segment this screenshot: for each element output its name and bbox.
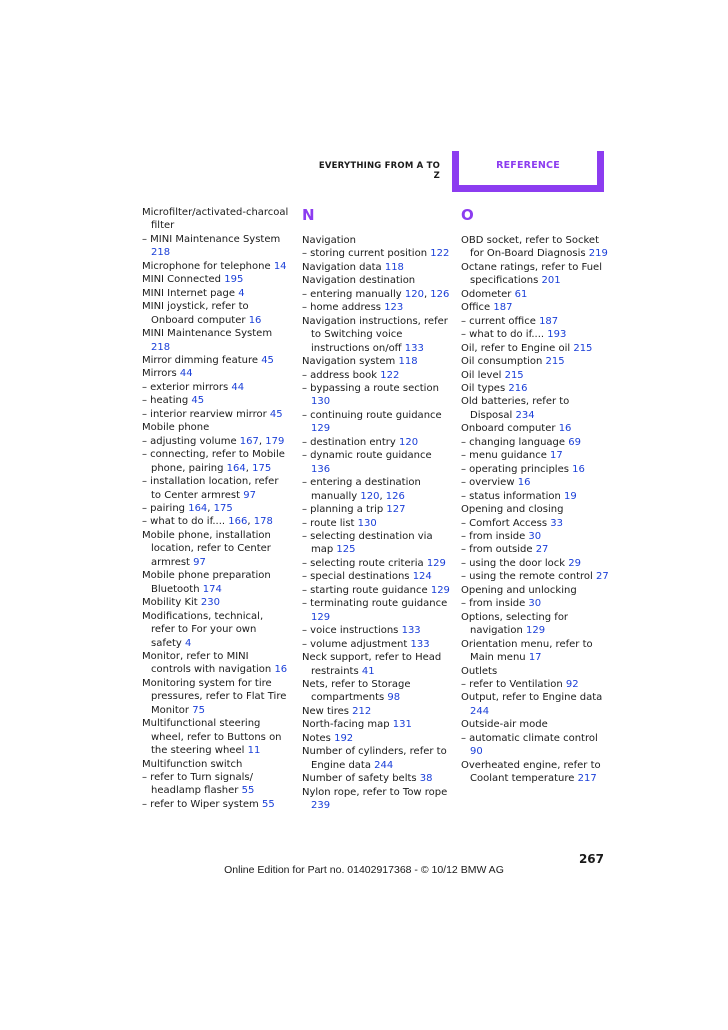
page-reference-link[interactable]: 44 (179, 368, 193, 380)
index-entry-text: Neck support, refer to Head restraints (302, 652, 442, 677)
index-letter-heading: O (461, 206, 474, 224)
index-entry (461, 691, 609, 718)
index-entry (461, 382, 609, 395)
page-reference-link[interactable]: 16 (274, 664, 288, 676)
page-reference-link[interactable]: 16 (248, 314, 262, 326)
page-reference-link[interactable]: 201 (541, 275, 561, 287)
index-entry-text: – storing current position (302, 248, 428, 260)
index-entry-text: – from inside (461, 598, 526, 610)
page-reference-link[interactable]: 215 (504, 369, 524, 381)
page-reference-link[interactable]: 118 (398, 356, 418, 368)
page-reference-link[interactable]: 27 (535, 544, 549, 556)
page-reference-link[interactable]: 126 (430, 288, 450, 300)
index-entry-text: – address book (302, 369, 378, 381)
index-entry (302, 772, 450, 785)
index-entry-text: Outside-air mode (461, 719, 548, 731)
index-entry-text: Multifunction switch (142, 758, 243, 770)
index-entry-text: Notes (302, 732, 331, 744)
index-entry: – pairing 164, 175 (142, 502, 233, 514)
page-reference-link[interactable]: 129 (525, 625, 546, 637)
index-entry (461, 315, 609, 328)
index-entry (461, 517, 609, 530)
index-entry-text: – what to do if.... (461, 329, 545, 341)
index-entry-text: Modifications, technical, refer to For your own safety (142, 610, 264, 649)
index-entry (302, 530, 450, 557)
index-entry-text: New tires (302, 705, 349, 717)
page-reference-link[interactable]: 120 (404, 288, 424, 300)
index-entry-text: – refer to Ventilation (461, 678, 563, 690)
index-entry: – what to do if.... 166, 178 (142, 516, 273, 528)
index-entry (142, 327, 290, 354)
index-entry-text: Mobility Kit (142, 597, 198, 609)
page-reference-link[interactable]: 215 (573, 342, 593, 354)
index-entry-text: – terminating route guidance (302, 598, 448, 610)
page-reference-link[interactable]: 192 (334, 732, 354, 744)
index-entry-text: – adjusting volume (142, 435, 237, 447)
index-entry-text: – using the remote control (461, 571, 593, 583)
index-entry (461, 638, 609, 665)
index-entry (142, 260, 290, 273)
index-entry-text: Options, selecting for navigation (461, 611, 569, 637)
page-reference-link[interactable]: 129 (426, 557, 446, 569)
page-reference-link[interactable]: 164 (188, 502, 208, 514)
index-entry-text: North-facing map (302, 719, 390, 731)
index-entry-text: – bypassing a route section (302, 382, 439, 394)
index-entry-text: – refer to Turn signals/ headlamp flasher (142, 772, 253, 797)
reference-tab-label: REFERENCE (459, 151, 597, 185)
index-entry (302, 234, 450, 247)
index-entry (302, 409, 450, 436)
page-reference-link[interactable]: 16 (517, 477, 531, 489)
page-reference-link[interactable]: 195 (224, 274, 244, 286)
index-entry-text: Navigation destination (302, 275, 416, 287)
index-entry (461, 530, 609, 543)
index-entry (142, 421, 290, 434)
index-entry (302, 718, 450, 731)
index-entry-text: – interior rearview mirror (142, 408, 267, 420)
index-entry-text: Nets, refer to Storage compartments (302, 678, 411, 704)
reference-tab (452, 151, 604, 192)
page-reference-link[interactable]: 45 (261, 354, 274, 366)
index-entry (142, 529, 290, 569)
index-entry: – entering manually 120, 126 (302, 288, 450, 300)
index-entry-text: Navigation system (302, 356, 396, 368)
page-reference-link[interactable]: 75 (192, 704, 205, 716)
page-reference-link[interactable]: 30 (528, 530, 542, 542)
index-entry (302, 274, 450, 287)
index-entry-text: – current office (461, 315, 536, 327)
index-entry-text: Old batteries, refer to Disposal (461, 396, 570, 421)
page-reference-link[interactable]: 219 (588, 248, 608, 260)
page-reference-link[interactable]: 4 (185, 637, 192, 649)
page-reference-link[interactable]: 120 (399, 436, 419, 448)
page-reference-link[interactable]: 130 (311, 396, 331, 408)
page-reference-link[interactable]: 17 (528, 652, 542, 664)
index-entry (302, 584, 450, 597)
index-entry-text: Odometer (461, 288, 512, 300)
page-reference-link[interactable]: 126 (385, 490, 405, 502)
index-entry (142, 233, 290, 260)
index-entry (461, 234, 609, 261)
index-entry-text: MINI Maintenance System (142, 328, 273, 340)
index-entry (142, 569, 290, 596)
index-entry (142, 206, 290, 233)
index-entry (461, 597, 609, 610)
page-reference-link[interactable]: 97 (243, 489, 256, 501)
index-entry-text: – automatic climate control (461, 732, 598, 744)
page-reference-link[interactable]: 30 (528, 598, 542, 610)
page-reference-link[interactable]: 166 (228, 516, 248, 528)
index-entry-text: Microphone for telephone (142, 260, 271, 272)
page-reference-link[interactable]: 69 (568, 436, 581, 448)
page-reference-link[interactable]: 4 (238, 287, 245, 299)
index-entry (461, 436, 609, 449)
page-reference-link[interactable]: 33 (550, 517, 564, 529)
index-entry-text: – destination entry (302, 436, 396, 448)
index-entry-text: – connecting, refer to Mobile phone, pairing (142, 449, 285, 474)
index-entry (461, 490, 609, 503)
index-entry (302, 315, 450, 355)
page-reference-link[interactable]: 16 (558, 423, 572, 435)
index-entry (461, 342, 609, 355)
page-reference-link[interactable]: 175 (252, 462, 272, 474)
index-entry (461, 665, 609, 678)
index-entry-text: Navigation instructions, refer to Switching voice instructions on/off (302, 315, 448, 354)
page-reference-link[interactable]: 17 (550, 450, 563, 462)
index-entry (302, 732, 450, 745)
page-reference-link[interactable]: 129 (311, 611, 331, 623)
index-entry-text: Oil types (461, 382, 506, 394)
page-reference-link[interactable]: 239 (311, 800, 331, 812)
index-entry (302, 436, 450, 449)
index-entry-text: – heating (142, 395, 189, 407)
page-reference-link[interactable]: 118 (384, 261, 404, 273)
index-entry (302, 557, 450, 570)
page-reference-link[interactable]: 133 (404, 342, 424, 354)
page-reference-link[interactable]: 122 (430, 248, 450, 260)
index-entry-text: Multifunctional steering wheel, refer to Buttons on the steering wheel (142, 718, 282, 757)
page-reference-link[interactable]: 125 (336, 544, 356, 556)
index-entry (461, 584, 609, 597)
index-entry (142, 650, 290, 677)
page-reference-link[interactable]: 244 (470, 705, 490, 717)
index-entry (461, 395, 609, 422)
page-reference-link[interactable]: 97 (193, 556, 206, 568)
page-reference-link[interactable]: 120 (360, 490, 380, 502)
index-entry-text: MINI Internet page (142, 287, 236, 299)
index-entry (461, 369, 609, 382)
index-entry-text: Oil, refer to Engine oil (461, 342, 571, 354)
index-entry-text: Opening and closing (461, 504, 564, 516)
index-entry (302, 382, 450, 409)
index-entry (302, 247, 450, 260)
index-entry (302, 449, 450, 476)
index-entry-text: Oil level (461, 369, 502, 381)
index-entry (142, 771, 290, 798)
page-reference-link[interactable]: 167 (239, 435, 259, 447)
index-entry (461, 422, 609, 435)
index-entry-text: Navigation (302, 235, 356, 246)
index-entry (461, 543, 609, 556)
index-entry (302, 745, 450, 772)
index-entry (302, 786, 450, 813)
index-entry-text: – menu guidance (461, 450, 547, 462)
index-entry (142, 408, 290, 421)
index-entry-text: – MINI Maintenance System (142, 233, 281, 245)
page-reference-link[interactable]: 90 (470, 746, 483, 758)
index-entry-text: – Comfort Access (461, 517, 548, 529)
index-entry (142, 596, 290, 609)
index-entry-text: – entering a destination manually (302, 477, 421, 502)
index-entry (302, 678, 450, 705)
index-entry (461, 449, 609, 462)
index-entry (142, 367, 290, 380)
page-reference-link[interactable]: 44 (231, 381, 245, 393)
index-column-3 (461, 206, 609, 786)
index-entry (461, 570, 609, 583)
index-entry-text: – exterior mirrors (142, 381, 229, 393)
page-reference-link[interactable]: 218 (151, 247, 171, 259)
page-reference-link[interactable]: 55 (261, 798, 275, 810)
page-reference-link[interactable]: 27 (595, 571, 609, 583)
index-entry (142, 758, 290, 771)
index-entry-text: Microfilter/activated-charcoal filter (142, 207, 289, 232)
index-entry (142, 798, 290, 811)
page-reference-link[interactable]: 41 (361, 665, 375, 677)
index-entry-text: – status information (461, 490, 561, 502)
index-entry-text: Mobile phone preparation Bluetooth (142, 570, 271, 595)
page-reference-link[interactable]: 136 (311, 463, 331, 475)
index-entry (142, 287, 290, 300)
page-reference-link[interactable]: 193 (547, 329, 567, 341)
index-entry-text: Monitoring system for tire pressures, refer to Flat Tire Monitor (142, 677, 287, 716)
index-entry-text: – using the door lock (461, 557, 566, 569)
index-entry-text: Number of safety belts (302, 773, 417, 785)
index-entry (302, 355, 450, 368)
index-entry (461, 476, 609, 489)
page-reference-link[interactable]: 11 (247, 745, 261, 757)
index-entry (302, 638, 450, 651)
page-reference-link[interactable]: 130 (357, 517, 377, 529)
index-entry (142, 381, 290, 394)
index-entry (461, 718, 609, 731)
index-entry: – adjusting volume 167, 179 (142, 435, 285, 447)
page-reference-link[interactable]: 124 (412, 571, 432, 583)
index-entry (302, 597, 450, 624)
index-entry-text: Outlets (461, 665, 498, 677)
index-entry-text: – starting route guidance (302, 584, 428, 596)
index-entry-text: – what to do if.... (142, 516, 226, 528)
index-entry-text: Number of cylinders, refer to Engine data (302, 746, 447, 771)
page-reference-link[interactable]: 164 (226, 462, 246, 474)
index-entry-text: – volume adjustment (302, 638, 408, 650)
index-entry (302, 651, 450, 678)
index-entry-text: – planning a trip (302, 504, 384, 516)
page-reference-link[interactable]: 29 (568, 557, 581, 569)
index-entry (302, 624, 450, 637)
page-reference-link[interactable]: 45 (191, 395, 205, 407)
index-column-2 (302, 206, 450, 812)
page-number: 267 (578, 852, 604, 866)
page-reference-link[interactable]: 127 (386, 504, 406, 516)
index-entry (302, 517, 450, 530)
index-entry (302, 503, 450, 516)
index-entry: – entering a destination manually 120, 126 (302, 477, 421, 502)
page-reference-link[interactable]: 187 (493, 302, 513, 314)
index-entry (461, 759, 609, 786)
index-entry-text: Nylon rope, refer to Tow rope (302, 786, 448, 798)
page-reference-link[interactable]: 129 (311, 423, 331, 435)
index-entry-text: Octane ratings, refer to Fuel specifications (461, 261, 602, 287)
index-entry-text: Navigation data (302, 261, 382, 273)
index-entry (461, 328, 609, 341)
page-reference-link[interactable]: 175 (213, 502, 233, 514)
footer-edition: Online Edition for Part no. 01402917368 - © 10/12 BMW AG (224, 864, 504, 876)
index-entry (461, 463, 609, 476)
index-entry (461, 503, 609, 516)
index-entry-text: – special destinations (302, 571, 410, 583)
page-reference-link[interactable]: 98 (387, 692, 401, 704)
index-entry-text: Mirror dimming feature (142, 354, 258, 366)
index-entry (142, 273, 290, 286)
index-entry-text: Office (461, 302, 491, 314)
page-reference-link[interactable]: 122 (380, 369, 400, 381)
page-reference-link[interactable]: 218 (151, 341, 171, 353)
page-reference-link[interactable]: 244 (374, 759, 394, 771)
index-entry-text: – from inside (461, 530, 526, 542)
index-entry (461, 355, 609, 368)
page-reference-link[interactable]: 14 (273, 260, 287, 272)
index-entry-text: Oil consumption (461, 356, 543, 368)
index-entry (302, 301, 450, 314)
section-title: EVERYTHING FROM A TO Z (318, 161, 440, 181)
index-entry-text: Mobile phone, installation location, refer to Center armrest (142, 529, 271, 568)
index-letter-heading: N (302, 206, 315, 224)
page-reference-link[interactable]: 133 (401, 625, 421, 637)
index-entry-text: – dynamic route guidance (302, 450, 432, 462)
index-entry-text: – route list (302, 517, 355, 529)
index-entry (461, 678, 609, 691)
page-reference-link[interactable]: 38 (419, 773, 433, 785)
page-reference-link[interactable]: 174 (202, 583, 222, 595)
index-entry-text: Mobile phone (142, 422, 210, 434)
page-reference-link[interactable]: 217 (577, 773, 597, 785)
page-reference-link[interactable]: 234 (515, 409, 535, 421)
index-entry-text: Monitor, refer to MINI controls with navigation (142, 650, 272, 676)
index-entry (461, 557, 609, 570)
page-reference-link[interactable]: 16 (572, 463, 585, 475)
index-entry-text: – from outside (461, 544, 533, 556)
page-reference-link[interactable]: 129 (430, 584, 450, 596)
index-entry (142, 677, 290, 717)
index-entry-text: Overheated engine, refer to Coolant temperature (461, 759, 601, 785)
index-entry-text: OBD socket, refer to Socket for On-Board Diagnosis (461, 235, 599, 260)
index-entry (461, 611, 609, 638)
page-reference-link[interactable]: 230 (200, 597, 220, 609)
index-entry-text: MINI joystick, refer to Onboard computer (142, 301, 249, 326)
index-entry-text: – operating principles (461, 463, 569, 475)
index-entry-text: – selecting route criteria (302, 557, 424, 569)
index-entry-text: – refer to Wiper system (142, 798, 259, 810)
index-entry-text: Mirrors (142, 368, 177, 380)
page-reference-link[interactable]: 123 (384, 302, 404, 314)
index-entry (142, 610, 290, 650)
page-reference-link[interactable]: 45 (269, 408, 283, 420)
page-reference-link[interactable]: 178 (253, 516, 273, 528)
page-reference-link[interactable]: 187 (539, 315, 559, 327)
index-entry (142, 394, 290, 407)
index-entry (142, 354, 290, 367)
index-entry (461, 261, 609, 288)
index-entry (142, 717, 290, 757)
index-entry-text: Opening and unlocking (461, 584, 577, 596)
page-reference-link[interactable]: 131 (392, 719, 412, 731)
index-entry-text: – installation location, refer to Center armrest (142, 476, 279, 501)
page-reference-link[interactable]: 61 (514, 288, 528, 300)
index-entry (142, 475, 290, 502)
page-reference-link[interactable]: 212 (352, 705, 372, 717)
page-reference-link[interactable]: 92 (565, 678, 579, 690)
page-reference-link[interactable]: 19 (564, 490, 577, 502)
index-entry-text: Orientation menu, refer to Main menu (461, 638, 593, 664)
index-entry (302, 261, 450, 274)
index-entry-text: MINI Connected (142, 274, 222, 286)
index-entry: – connecting, refer to Mobile phone, pairing 164, 175 (142, 449, 285, 474)
index-entry (302, 369, 450, 382)
index-entry (302, 705, 450, 718)
page-reference-link[interactable]: 55 (241, 785, 255, 797)
index-entry-text: Output, refer to Engine data (461, 692, 603, 704)
index-entry (142, 300, 290, 327)
index-entry-text: – changing language (461, 436, 566, 448)
index-entry-text: – selecting destination via map (302, 530, 433, 556)
index-entry-text: – voice instructions (302, 625, 399, 637)
index-entry-text: – overview (461, 477, 515, 489)
page-reference-link[interactable]: 133 (410, 638, 430, 650)
page-reference-link[interactable]: 216 (508, 382, 528, 394)
index-entry (461, 288, 609, 301)
page-reference-link[interactable]: 179 (265, 435, 285, 447)
index-column-1 (142, 206, 290, 811)
index-entry-text: – home address (302, 302, 381, 314)
index-entry (302, 570, 450, 583)
index-entry-text: Onboard computer (461, 423, 556, 435)
index-entry (461, 301, 609, 314)
index-entry-text: – pairing (142, 502, 186, 514)
index-entry-text: – continuing route guidance (302, 409, 442, 421)
index-entry (461, 732, 609, 759)
page-reference-link[interactable]: 215 (545, 356, 565, 368)
index-entry-text: – entering manually (302, 288, 402, 300)
